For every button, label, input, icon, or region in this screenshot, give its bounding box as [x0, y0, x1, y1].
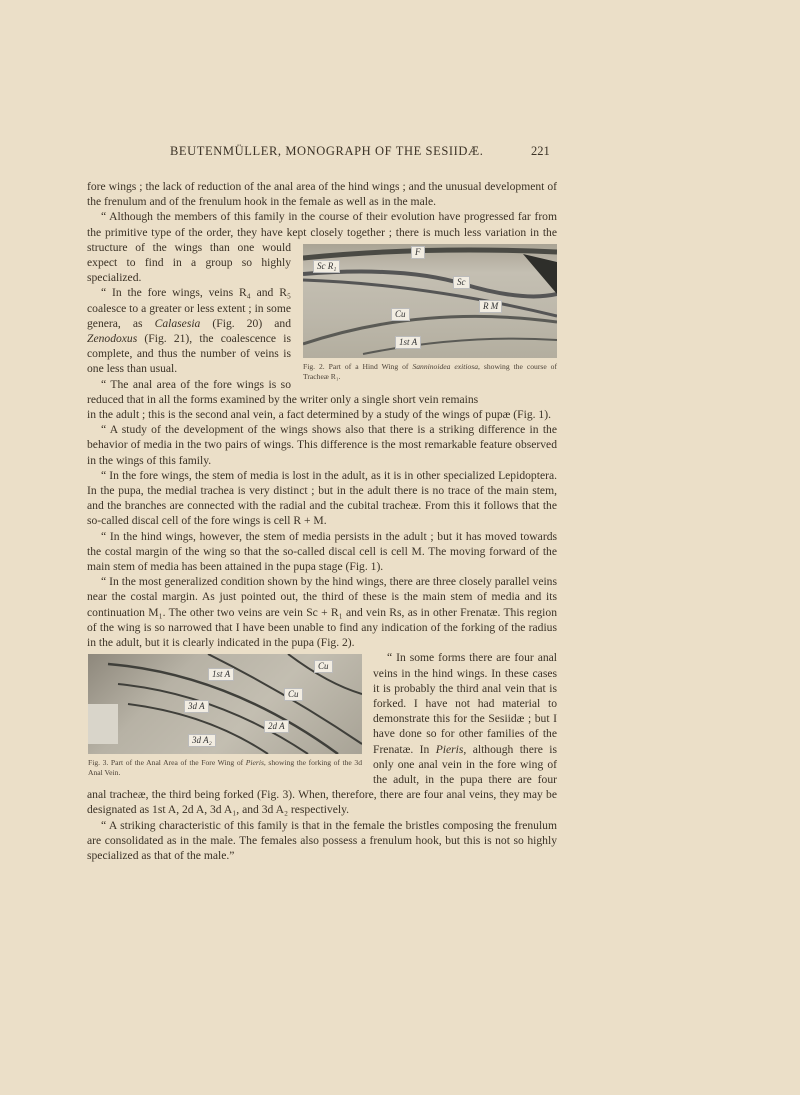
paragraph: “ In the fore wings, the stem of media is lost in the adult, as it is in other specialized Lepidoptera. In the pupa, the medial trachea is very distinct ; but in the adult there is no trace of the main stem, and the branches are connected with the radial and the cubital tracheæ. From this it follows that the so-called discal cell of the fore wings is cell R + M.	[87, 468, 557, 528]
vein-label: 3d A	[184, 700, 209, 713]
figure-2-wing-photo	[303, 244, 557, 358]
paragraph: in the adult ; this is the second anal vein, a fact determined by a study of the wings of pupæ (Fig. 1).	[87, 408, 551, 422]
figure-3-caption	[88, 758, 362, 778]
genus-name: Pieris	[435, 742, 464, 756]
text: Fig. 2. Part of a Hind Wing of	[303, 361, 413, 371]
figure-2	[303, 244, 557, 382]
wing-veins-drawing	[303, 244, 557, 358]
genus-name: Calasesia	[154, 316, 201, 330]
text: “ In some forms there are four anal veins in the hind wings. In these cases it is probably the third anal vein that is forked. I have not had material to demonstrate this for the Sesiidæ ; but I have done so for other families of the Frenatæ. In	[373, 651, 557, 756]
vein-label: Sc	[453, 276, 470, 289]
paragraph: fore wings ; the lack of reduction of the anal area of the hind wings ; and the unusual development of the frenulum and of the frenulum hook in the female as well as in the male.	[87, 180, 557, 209]
text: , showing the forking of the 3d Anal Vein.	[88, 758, 362, 778]
vein-label: Cu	[314, 660, 333, 673]
genus-name: Pieris	[245, 758, 264, 768]
text: Fig. 3. Part of the Anal Area of the Fore Wing of	[88, 758, 246, 768]
paragraph: “ A study of the development of the wings shows also that there is a striking difference in the behavior of media in the two pairs of wings. This difference is the most remarkable feature observed in the wings of this family.	[87, 423, 557, 467]
genus-name: Zenodoxus	[87, 332, 138, 346]
vein-label: R M	[479, 300, 502, 313]
running-title: BEUTENMÜLLER, MONOGRAPH OF THE SESIIDÆ.	[170, 144, 484, 158]
figure-2-caption	[303, 362, 557, 382]
text: “ In the fore wings, veins R₄ and R₅ coalesce to a greater or less extent ; in some genera, as	[87, 286, 291, 330]
vein-label: F	[411, 246, 425, 259]
text: , showing the course of Tracheæ R₁.	[303, 361, 557, 381]
paragraph: structure of the wings than one would expect to find in a group so highly specialized.	[87, 240, 291, 285]
figure-3-wing-photo	[88, 654, 362, 754]
vein-label: 1st A	[208, 668, 234, 681]
paragraph: “ In the most generalized condition shown by the hind wings, there are three closely parallel veins near the costal margin. As just pointed out, the third of these is the main stem of media and its continuation M₁. The other two veins are vein Sc + R₁ and vein Rs, as in other Frenatæ. This region of the wing is so narrowed that I have been unable to find any indication of the forking of the radius in the adult, but it is clearly indicated in the pupa (Fig. 2).	[87, 575, 557, 650]
body-text	[87, 179, 557, 863]
paragraph: “ Although the members of this family in the course of their evolution have progressed far from the primitive type of the order, they have kept closely together ; there is much less variation in the	[87, 210, 557, 239]
vein-label: 2d A	[264, 720, 289, 733]
text: (Fig. 21), the coalescence is complete, and thus the number of veins is one less than usual.	[87, 332, 291, 376]
text: , although there is only one anal vein in the fore wing of the adult, in the pupa there are four anal tracheæ, the third being forked (Fig. 3). When, therefore, there are four anal veins, they may be designated as 1st A, 2d A, 3d A₁, and 3d A₂ respectively.	[87, 742, 557, 817]
vein-label: Sc R₁	[313, 260, 340, 273]
species-name: Sanninoidea exitiosa	[412, 361, 479, 371]
vein-label: 3d A₂	[188, 734, 216, 747]
paragraph: “ The anal area of the fore wings is so reduced that in all the forms examined by the writer only a single short vein remains	[87, 377, 479, 406]
paragraph: “ A striking characteristic of this family is that in the female the bristles composing the frenulum are consolidated as in the male. The females also possess a frenulum hook, but this is not so highly specialized as that of the male.”	[87, 818, 557, 862]
figure-3	[88, 654, 362, 778]
text: (Fig. 20) and	[200, 316, 291, 330]
page-number: 221	[531, 144, 550, 158]
vein-label: Cu	[391, 308, 410, 321]
paragraph: “ In the hind wings, however, the stem of media persists in the adult ; but it has moved towards the costal margin of the wing so that the so-called discal cell is cell M. The moving forward of the main stem of media has been attained in the pupa stage (Fig. 1).	[87, 529, 557, 574]
vein-label: 1st A	[395, 336, 421, 349]
vein-label: Cu	[284, 688, 303, 701]
